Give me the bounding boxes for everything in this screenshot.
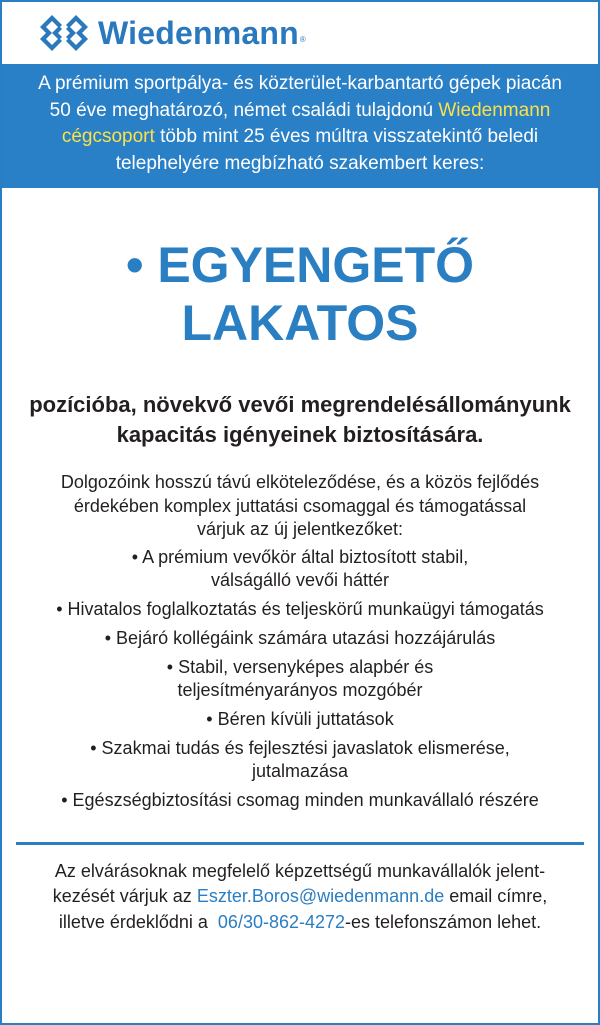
footer-line: [8, 884, 592, 910]
benefit-text: • Béren kívüli juttatások: [206, 708, 394, 729]
wiedenmann-diamond-logo-icon: [38, 13, 90, 53]
offer-intro-line: várjuk az új jelentkezőket:: [196, 519, 404, 539]
benefit-text: • Bejáró kollégáink számára utazási hozzájárulás: [104, 627, 496, 648]
benefit-text: • Egészségbiztosítási csomag minden munkavállaló részére: [61, 789, 539, 810]
brand-name: Wiedenmann: [98, 14, 299, 51]
offer-intro-line: Dolgozóink hosszú távú elköteleződése, és a közös fejlődés: [60, 472, 540, 492]
subtitle-line: pozícióba, növekvő vevői megrendelésállományunk: [29, 392, 571, 417]
email-link[interactable]: Eszter.Boros@wiedenmann.de: [196, 886, 445, 906]
contact-footer: [2, 859, 598, 936]
footer-text: email címre,: [444, 886, 548, 906]
intro-text: több mint 25 éves múltra visszatekintő beledi: [154, 126, 539, 147]
logo-header: [2, 2, 598, 64]
benefit-item: [2, 789, 598, 812]
benefit-text: válságálló vevői háttér: [210, 569, 390, 590]
benefit-item: [2, 708, 598, 731]
offer-intro: [2, 471, 598, 542]
registered-mark: ®: [299, 34, 306, 44]
benefit-text: • Stabil, versenyképes alapbér és: [166, 656, 434, 677]
benefit-item: [2, 656, 598, 702]
footer-line: [8, 910, 592, 936]
position-title: [2, 236, 598, 352]
offer-intro-line: érdekében komplex juttatási csomaggal és támogatással: [73, 495, 527, 516]
benefit-text: teljesítményarányos mozgóbér: [177, 679, 423, 700]
intro-text: 50 éve meghatározó, német családi tulajdonú: [49, 99, 439, 121]
footer-line: Az elvárásoknak megfelelő képzettségű munkavállalók jelent-: [54, 860, 546, 881]
footer-text: illetve érdeklődni a: [58, 911, 218, 932]
intro-line: [12, 124, 588, 151]
benefit-text: • A prémium vevőkör által biztosított stabil,: [131, 546, 469, 567]
intro-line: [12, 98, 588, 125]
benefit-text: jutalmazása: [251, 760, 349, 781]
intro-company-highlight: cégcsoport: [61, 126, 155, 147]
footer-text: -es telefonszámon lehet.: [345, 911, 542, 932]
benefit-item: [2, 737, 598, 783]
benefits-list: [2, 546, 598, 812]
position-title-line: LAKATOS: [181, 295, 419, 351]
divider: [16, 842, 584, 845]
phone-link[interactable]: 06/30-862-4272: [217, 911, 346, 932]
intro-line: A prémium sportpálya- és közterület-karbantartó gépek piacán: [38, 73, 562, 94]
intro-company-highlight: Wiedenmann: [438, 99, 551, 121]
position-title-line: • EGYENGETŐ: [125, 237, 475, 293]
intro-line: telephelyére megbízható szakembert keres:: [115, 152, 485, 174]
footer-text: kezését várjuk az: [52, 886, 197, 906]
benefit-text: • Szakmai tudás és fejlesztési javaslatok elismerése,: [90, 737, 510, 758]
subtitle-line: kapacitás igényeinek biztosítására.: [116, 422, 484, 447]
benefit-text: • Hivatalos foglalkoztatás és teljeskörű munkaügyi támogatás: [56, 598, 544, 619]
position-subtitle: [2, 390, 598, 450]
intro-banner: [2, 64, 598, 188]
benefit-item: [2, 546, 598, 592]
benefit-item: [2, 627, 598, 650]
benefit-item: [2, 598, 598, 621]
